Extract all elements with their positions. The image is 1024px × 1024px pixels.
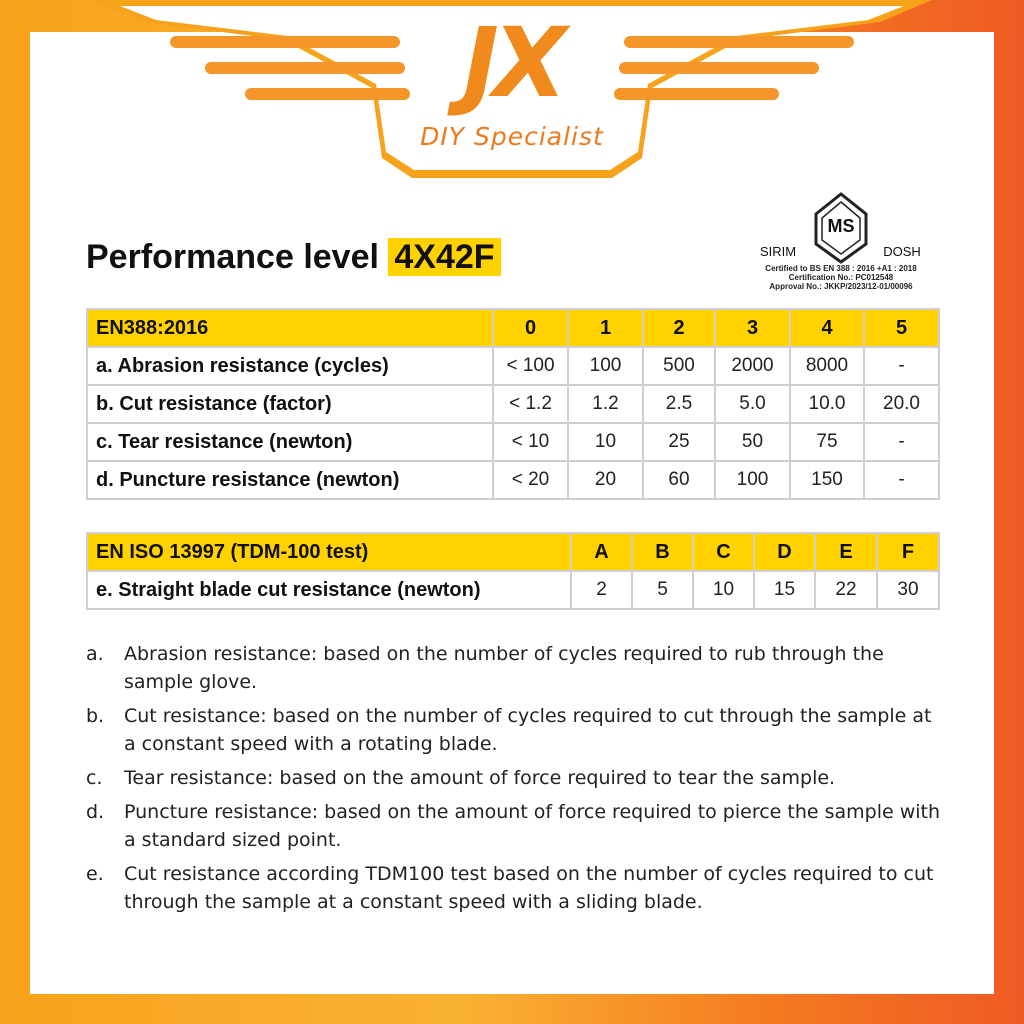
table-row [87, 423, 939, 461]
list-item-key: a. [86, 643, 104, 665]
table-cell: 8000 [790, 347, 864, 385]
table-row [87, 571, 939, 609]
cert-details [748, 264, 934, 291]
table-cell: 100 [715, 461, 790, 499]
list-item [86, 798, 946, 854]
table-cell: 10 [568, 423, 643, 461]
table-header-cell: 0 [493, 309, 568, 347]
cert-right-label: DOSH [883, 244, 921, 259]
table-cell: 10 [693, 571, 754, 609]
table-header-cell: 3 [715, 309, 790, 347]
table-cell: 10.0 [790, 385, 864, 423]
table-header-cell: EN388:2016 [87, 309, 493, 347]
sirim-ms-logo-icon [748, 192, 934, 264]
table-cell: 2000 [715, 347, 790, 385]
list-item-key: c. [86, 767, 103, 789]
list-item [86, 764, 946, 792]
table-row-label: e. Straight blade cut resistance (newton) [87, 571, 571, 609]
table-cell: < 10 [493, 423, 568, 461]
table-cell: 2 [571, 571, 632, 609]
table-header-cell: 4 [790, 309, 864, 347]
definitions-list [86, 640, 946, 922]
table-header-cell: 1 [568, 309, 643, 347]
title-prefix: Performance level [86, 238, 379, 276]
table-row [87, 461, 939, 499]
list-item [86, 640, 946, 696]
brand-logo [380, 8, 644, 178]
table-header-cell: EN ISO 13997 (TDM-100 test) [87, 533, 571, 571]
table-cell: < 1.2 [493, 385, 568, 423]
table-row-label: a. Abrasion resistance (cycles) [87, 347, 493, 385]
table-cell: < 100 [493, 347, 568, 385]
table-cell: - [864, 423, 939, 461]
list-item [86, 702, 946, 758]
table-header-cell: 2 [643, 309, 715, 347]
table-cell: - [864, 461, 939, 499]
list-item-text: Cut resistance according TDM100 test based on the number of cycles required to cut through the sample at a constant speed with a sliding blade. [124, 863, 934, 913]
table-cell: 15 [754, 571, 815, 609]
table-cell: 25 [643, 423, 715, 461]
table-cell: 60 [643, 461, 715, 499]
table-cell: 5.0 [715, 385, 790, 423]
right-wing-stripes [614, 36, 854, 100]
table-cell: 1.2 [568, 385, 643, 423]
table-header-cell: 5 [864, 309, 939, 347]
list-item-key: b. [86, 705, 105, 727]
logo-tagline: DIY Specialist [420, 122, 604, 151]
list-item-key: e. [86, 863, 104, 885]
table-cell: 5 [632, 571, 693, 609]
table-cell: 20 [568, 461, 643, 499]
table-row [87, 385, 939, 423]
cert-badge-text: MS [827, 216, 855, 236]
table-cell: 100 [568, 347, 643, 385]
table-header-cell: F [877, 533, 939, 571]
certification-block [748, 192, 934, 302]
table-cell: 50 [715, 423, 790, 461]
cert-left-label: SIRIM [759, 244, 797, 259]
table-row-label: b. Cut resistance (factor) [87, 385, 493, 423]
list-item-key: d. [86, 801, 105, 823]
table-cell: 22 [815, 571, 877, 609]
cert-line: Certification No.: PC012548 [788, 273, 894, 282]
table-cell: 75 [790, 423, 864, 461]
table-header-row [87, 309, 939, 347]
table-header-cell: A [571, 533, 632, 571]
table-header-cell: D [754, 533, 815, 571]
table-row [87, 347, 939, 385]
cert-line: Approval No.: JKKP/2023/12-01/00096 [769, 282, 913, 291]
en388-table [86, 308, 940, 500]
list-item-text: Cut resistance: based on the number of cycles required to cut through the sample at a constant speed with a rotating blade. [124, 705, 932, 755]
table-row-label: d. Puncture resistance (newton) [87, 461, 493, 499]
list-item-text: Puncture resistance: based on the amount of force required to pierce the sample with a standard sized point. [124, 801, 941, 851]
table-header-cell: B [632, 533, 693, 571]
table-cell: 2.5 [643, 385, 715, 423]
table-cell: 30 [877, 571, 939, 609]
table-header-row [87, 533, 939, 571]
table-cell: - [864, 347, 939, 385]
table-header-cell: C [693, 533, 754, 571]
performance-level-badge: 4X42F [388, 238, 500, 276]
list-item-text: Abrasion resistance: based on the number of cycles required to rub through the sample glove. [124, 643, 884, 693]
list-item [86, 860, 946, 916]
logo-text: JX [463, 7, 561, 119]
table-header-cell: E [815, 533, 877, 571]
page-title [86, 232, 501, 282]
list-item-text: Tear resistance: based on the amount of force required to tear the sample. [124, 767, 836, 789]
table-cell: 150 [790, 461, 864, 499]
table-cell: 20.0 [864, 385, 939, 423]
table-cell: < 20 [493, 461, 568, 499]
cert-line: Certified to BS EN 388 : 2016 +A1 : 2018 [765, 264, 917, 273]
en-iso-13997-table [86, 532, 940, 610]
table-row-label: c. Tear resistance (newton) [87, 423, 493, 461]
table-cell: 500 [643, 347, 715, 385]
left-wing-stripes [170, 36, 410, 100]
